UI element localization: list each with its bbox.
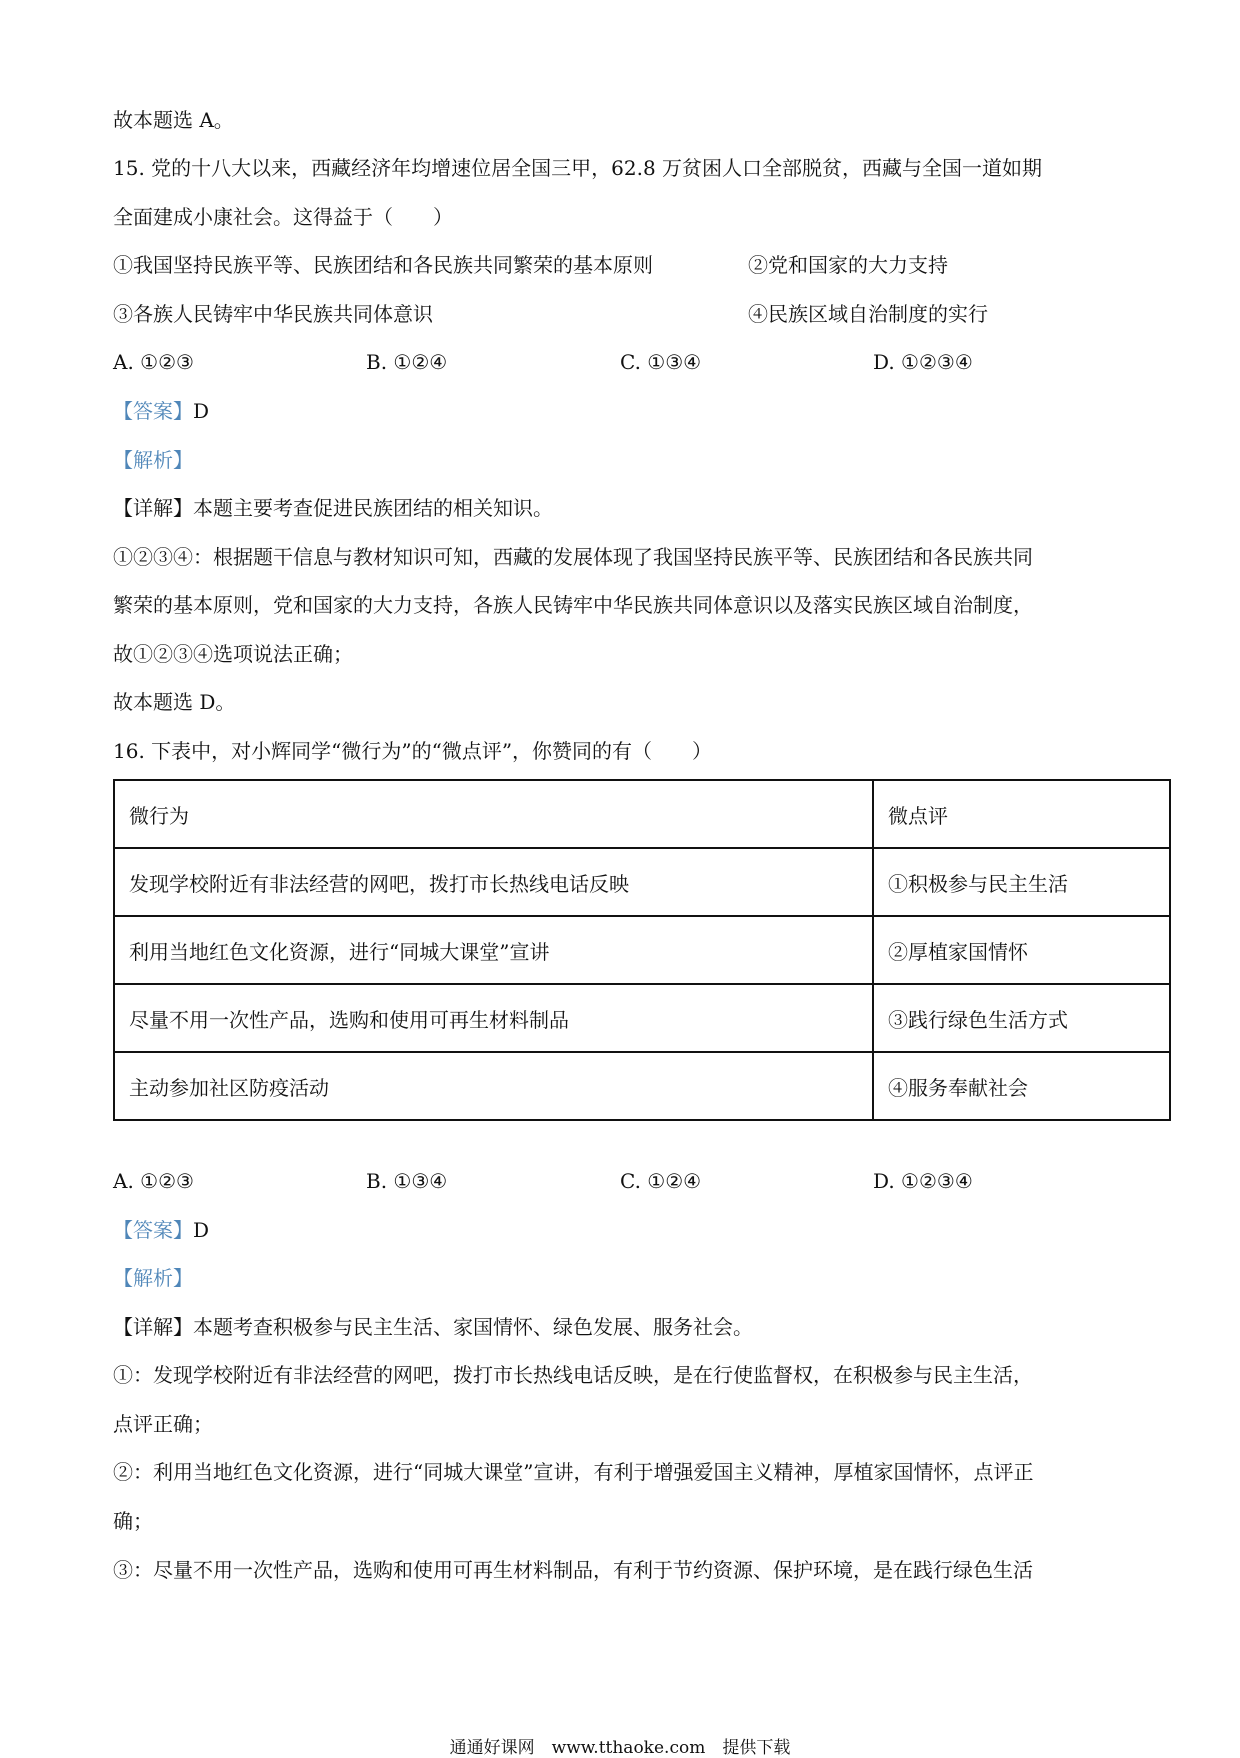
table-row xyxy=(114,916,1170,984)
detail-label: 【详解】 xyxy=(113,1315,193,1339)
table-cell-comment: ③践行绿色生活方式 xyxy=(873,984,1170,1052)
answer-label: 【答案】 xyxy=(113,399,193,423)
q15-explanation-line1: ①②③④：根据题干信息与教材知识可知，西藏的发展体现了我国坚持民族平等、民族团结和各民族共同 xyxy=(113,545,1033,569)
table-cell-comment: ①积极参与民主生活 xyxy=(873,848,1170,916)
q15-explanation-line2: 繁荣的基本原则，党和国家的大力支持，各族人民铸牢中华民族共同体意识以及落实民族区域自治制度， xyxy=(113,593,1033,617)
answer-label: 【答案】 xyxy=(113,1218,193,1242)
q16-explanation-2-line1: ②：利用当地红色文化资源，进行“同城大课堂”宣讲，有利于增强爱国主义精神，厚植家国情怀，点评正 xyxy=(113,1460,1034,1484)
table-header-cell: 微行为 xyxy=(114,780,873,848)
detail-text: 本题主要考查促进民族团结的相关知识。 xyxy=(193,496,553,520)
detail-text: 本题考查积极参与民主生活、家国情怀、绿色发展、服务社会。 xyxy=(193,1315,753,1339)
q15-detail xyxy=(113,498,553,518)
q15-explanation-line3: 故①②③④选项说法正确； xyxy=(113,642,353,666)
q15-item-3: ③各族人民铸牢中华民族共同体意识 xyxy=(113,302,433,326)
q16-explanation-3-line1: ③：尽量不用一次性产品，选购和使用可再生材料制品，有利于节约资源、保护环境，是在践行绿色生活 xyxy=(113,1558,1033,1582)
table-cell-behavior: 发现学校附近有非法经营的网吧，拨打市长热线电话反映 xyxy=(114,848,873,916)
q16-explanation-1-line1: ①：发现学校附近有非法经营的网吧，拨打市长热线电话反映，是在行使监督权，在积极参与民主生活， xyxy=(113,1363,1033,1387)
q15-item-2: ②党和国家的大力支持 xyxy=(748,253,948,277)
q15-item-4: ④民族区域自治制度的实行 xyxy=(748,302,988,326)
answer-value: D xyxy=(193,1218,210,1242)
q16-explanation-1-line2: 点评正确； xyxy=(113,1412,213,1436)
table-cell-comment: ④服务奉献社会 xyxy=(873,1052,1170,1120)
q16-option-d: D. ①②③④ xyxy=(873,1169,973,1193)
q15-option-c: C. ①③④ xyxy=(620,350,702,374)
table-cell-behavior: 主动参加社区防疫活动 xyxy=(114,1052,873,1120)
q16-detail xyxy=(113,1317,753,1337)
q15-stem-line1: 15. 党的十八大以来，西藏经济年均增速位居全国三甲，62.8 万贫困人口全部脱贫，西藏与全国一道如期 xyxy=(113,156,1043,180)
table-row xyxy=(114,848,1170,916)
table-header-cell: 微点评 xyxy=(873,780,1170,848)
prev-conclusion: 故本题选 A。 xyxy=(113,108,234,132)
q15-answer xyxy=(113,401,209,421)
q16-analysis-label: 【解析】 xyxy=(113,1266,193,1290)
q15-option-b: B. ①②④ xyxy=(366,350,448,374)
answer-value: D xyxy=(193,399,210,423)
q16-stem: 16. 下表中，对小辉同学“微行为”的“微点评”，你赞同的有（ ） xyxy=(113,739,713,763)
table-row xyxy=(114,984,1170,1052)
table-header-row xyxy=(114,780,1170,848)
table-cell-behavior: 利用当地红色文化资源，进行“同城大课堂”宣讲 xyxy=(114,916,873,984)
detail-label: 【详解】 xyxy=(113,496,193,520)
page-footer: 通通好课网 www.tthaoke.com 提供下载 xyxy=(449,1738,791,1758)
q16-explanation-2-line2: 确； xyxy=(113,1509,153,1533)
table-cell-behavior: 尽量不用一次性产品，选购和使用可再生材料制品 xyxy=(114,984,873,1052)
q16-answer xyxy=(113,1220,209,1240)
q15-analysis-label: 【解析】 xyxy=(113,448,193,472)
q15-option-d: D. ①②③④ xyxy=(873,350,973,374)
q15-conclusion: 故本题选 D。 xyxy=(113,690,236,714)
q16-table xyxy=(113,779,1171,1121)
q16-option-c: C. ①②④ xyxy=(620,1169,702,1193)
table-row xyxy=(114,1052,1170,1120)
q16-option-b: B. ①③④ xyxy=(366,1169,448,1193)
q15-stem-line2: 全面建成小康社会。这得益于（ ） xyxy=(113,205,453,229)
table-cell-comment: ②厚植家国情怀 xyxy=(873,916,1170,984)
q15-item-1: ①我国坚持民族平等、民族团结和各民族共同繁荣的基本原则 xyxy=(113,253,653,277)
q16-option-a: A. ①②③ xyxy=(113,1169,194,1193)
q15-option-a: A. ①②③ xyxy=(113,350,194,374)
